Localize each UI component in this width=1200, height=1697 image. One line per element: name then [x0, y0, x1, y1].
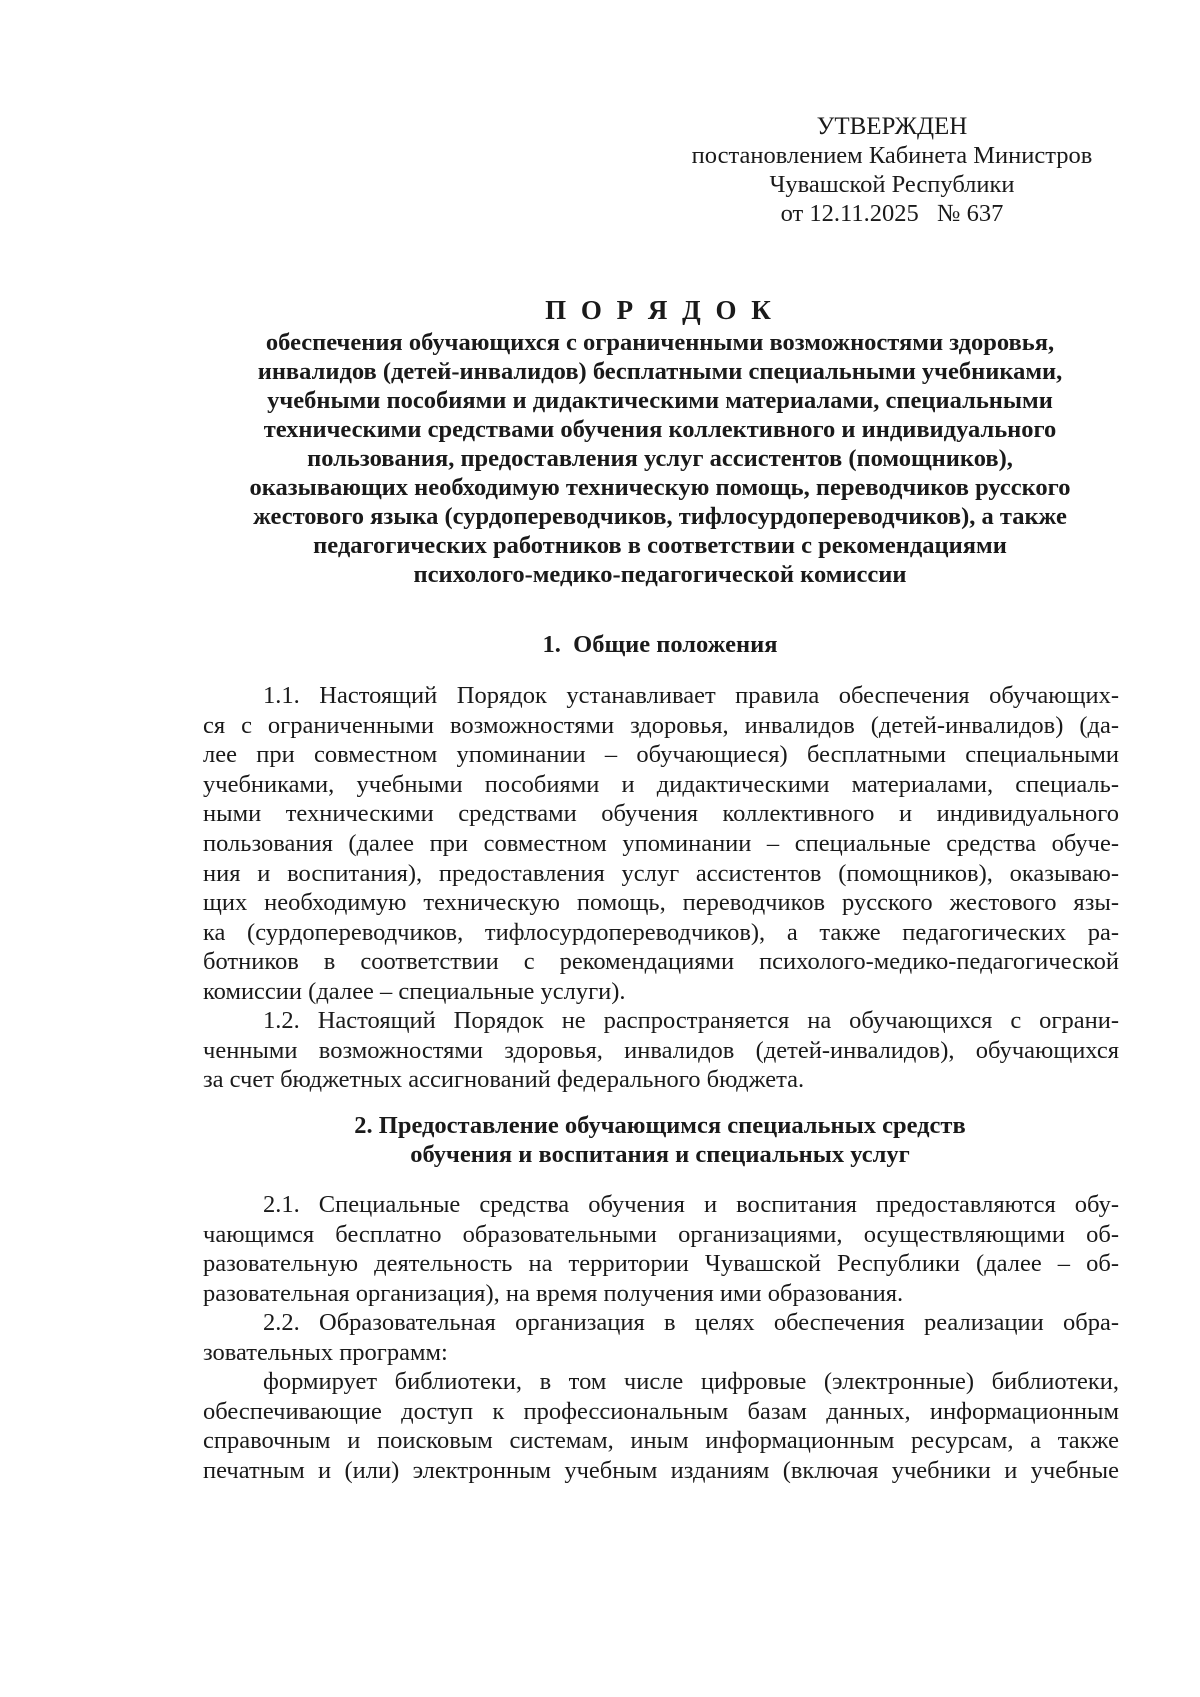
document-title [160, 292, 1160, 589]
text-line: 1.2. Настоящий Порядок не распространяется на обучающихся с ограни- [263, 1007, 1119, 1034]
approval-date-number: от 12.11.2025 № 637 [780, 200, 1004, 227]
text-line: ченными возможностями здоровья, инвалидов (детей-инвалидов), обучающихся [203, 1036, 1119, 1064]
text-line: щих необходимую техническую помощь, переводчиков русского жестового язы- [203, 889, 1119, 917]
text-line: учебниками, учебными пособиями и дидактическими материалами, специаль- [203, 770, 1119, 798]
text-line: печатным и (или) электронным учебным изданиям (включая учебники и учебные [203, 1456, 1119, 1484]
text-line: 1.1. Настоящий Порядок устанавливает правила обеспечения обучающих- [263, 682, 1119, 709]
subtitle-line: психолого-медико-педагогической комиссии [413, 561, 907, 588]
text-line: ботников в соответствии с рекомендациями психолого-медико-педагогической [203, 948, 1119, 976]
paragraph-1-2 [203, 1006, 1119, 1095]
approval-republic: Чувашской Республики [769, 171, 1015, 198]
document-subtitle [160, 328, 1160, 589]
text-line: разовательная организация), на время получения ими образования. [203, 1279, 904, 1307]
paragraph-2-2 [203, 1308, 1119, 1367]
text-line: 2.2. Образовательная организация в целях обеспечения реализации обра- [263, 1309, 1119, 1336]
section-1-heading: 1. Общие положения [542, 631, 778, 658]
text-line: формирует библиотеки, в том числе цифровые (электронные) библиотеки, [263, 1368, 1119, 1395]
approval-authority: постановлением Кабинета Министров [691, 142, 1093, 169]
approval-stamp [672, 112, 1112, 228]
paragraph-2-2-list [203, 1367, 1119, 1485]
document-heading: П О Р Я Д О К [545, 295, 775, 325]
paragraph-2-1 [203, 1190, 1119, 1308]
text-line: комиссии (далее – специальные услуги). [203, 977, 626, 1005]
text-line: ными техническими средствами обучения коллективного и индивидуального [203, 800, 1119, 828]
text-line: разовательную деятельность на территории Чувашской Республики (далее – об- [203, 1250, 1119, 1278]
subtitle-line: учебными пособиями и дидактическими материалами, специальными [267, 387, 1053, 414]
subtitle-line: жестового языка (сурдопереводчиков, тифлосурдопереводчиков), а также [253, 503, 1067, 530]
subtitle-line: обеспечения обучающихся с ограниченными возможностями здоровья, [265, 329, 1055, 356]
subtitle-line: пользования, предоставления услуг ассистентов (помощников), [307, 445, 1013, 472]
paragraph-1-1 [203, 681, 1119, 1007]
heading-line: обучения и воспитания и специальных услуг [410, 1141, 910, 1168]
text-line: пользования (далее при совместном упоминании – специальные средства обуче- [203, 829, 1119, 857]
heading-line: 2. Предоставление обучающимся специальных средств [354, 1112, 966, 1139]
text-line: лее при совместном упоминании – обучающиеся) бесплатными специальными [203, 741, 1119, 769]
text-line: справочным и поисковым системам, иным информационным ресурсам, а также [203, 1427, 1119, 1455]
text-line: обеспечивающие доступ к профессиональным базам данных, информационным [203, 1397, 1119, 1425]
subtitle-line: педагогических работников в соответствии с рекомендациями [313, 532, 1007, 559]
section-2-heading [160, 1111, 1160, 1169]
subtitle-line: оказывающих необходимую техническую помощь, переводчиков русского [249, 474, 1071, 501]
text-line: 2.1. Специальные средства обучения и воспитания предоставляются обу- [263, 1191, 1119, 1218]
text-line: ся с ограниченными возможностями здоровья, инвалидов (детей-инвалидов) (да- [203, 711, 1119, 739]
text-line: чающимся бесплатно образовательными организациями, осуществляющими об- [203, 1220, 1119, 1248]
text-line: ка (сурдопереводчиков, тифлосурдопереводчиков), а также педагогических ра- [203, 918, 1119, 946]
text-line: ния и воспитания), предоставления услуг ассистентов (помощников), оказываю- [203, 859, 1119, 887]
text-line: за счет бюджетных ассигнований федерального бюджета. [203, 1066, 805, 1094]
subtitle-line: техническими средствами обучения коллективного и индивидуального [263, 416, 1057, 443]
subtitle-line: инвалидов (детей-инвалидов) бесплатными специальными учебниками, [257, 358, 1063, 385]
approval-heading: УТВЕРЖДЕН [816, 113, 968, 140]
text-line: зовательных программ: [203, 1338, 448, 1366]
